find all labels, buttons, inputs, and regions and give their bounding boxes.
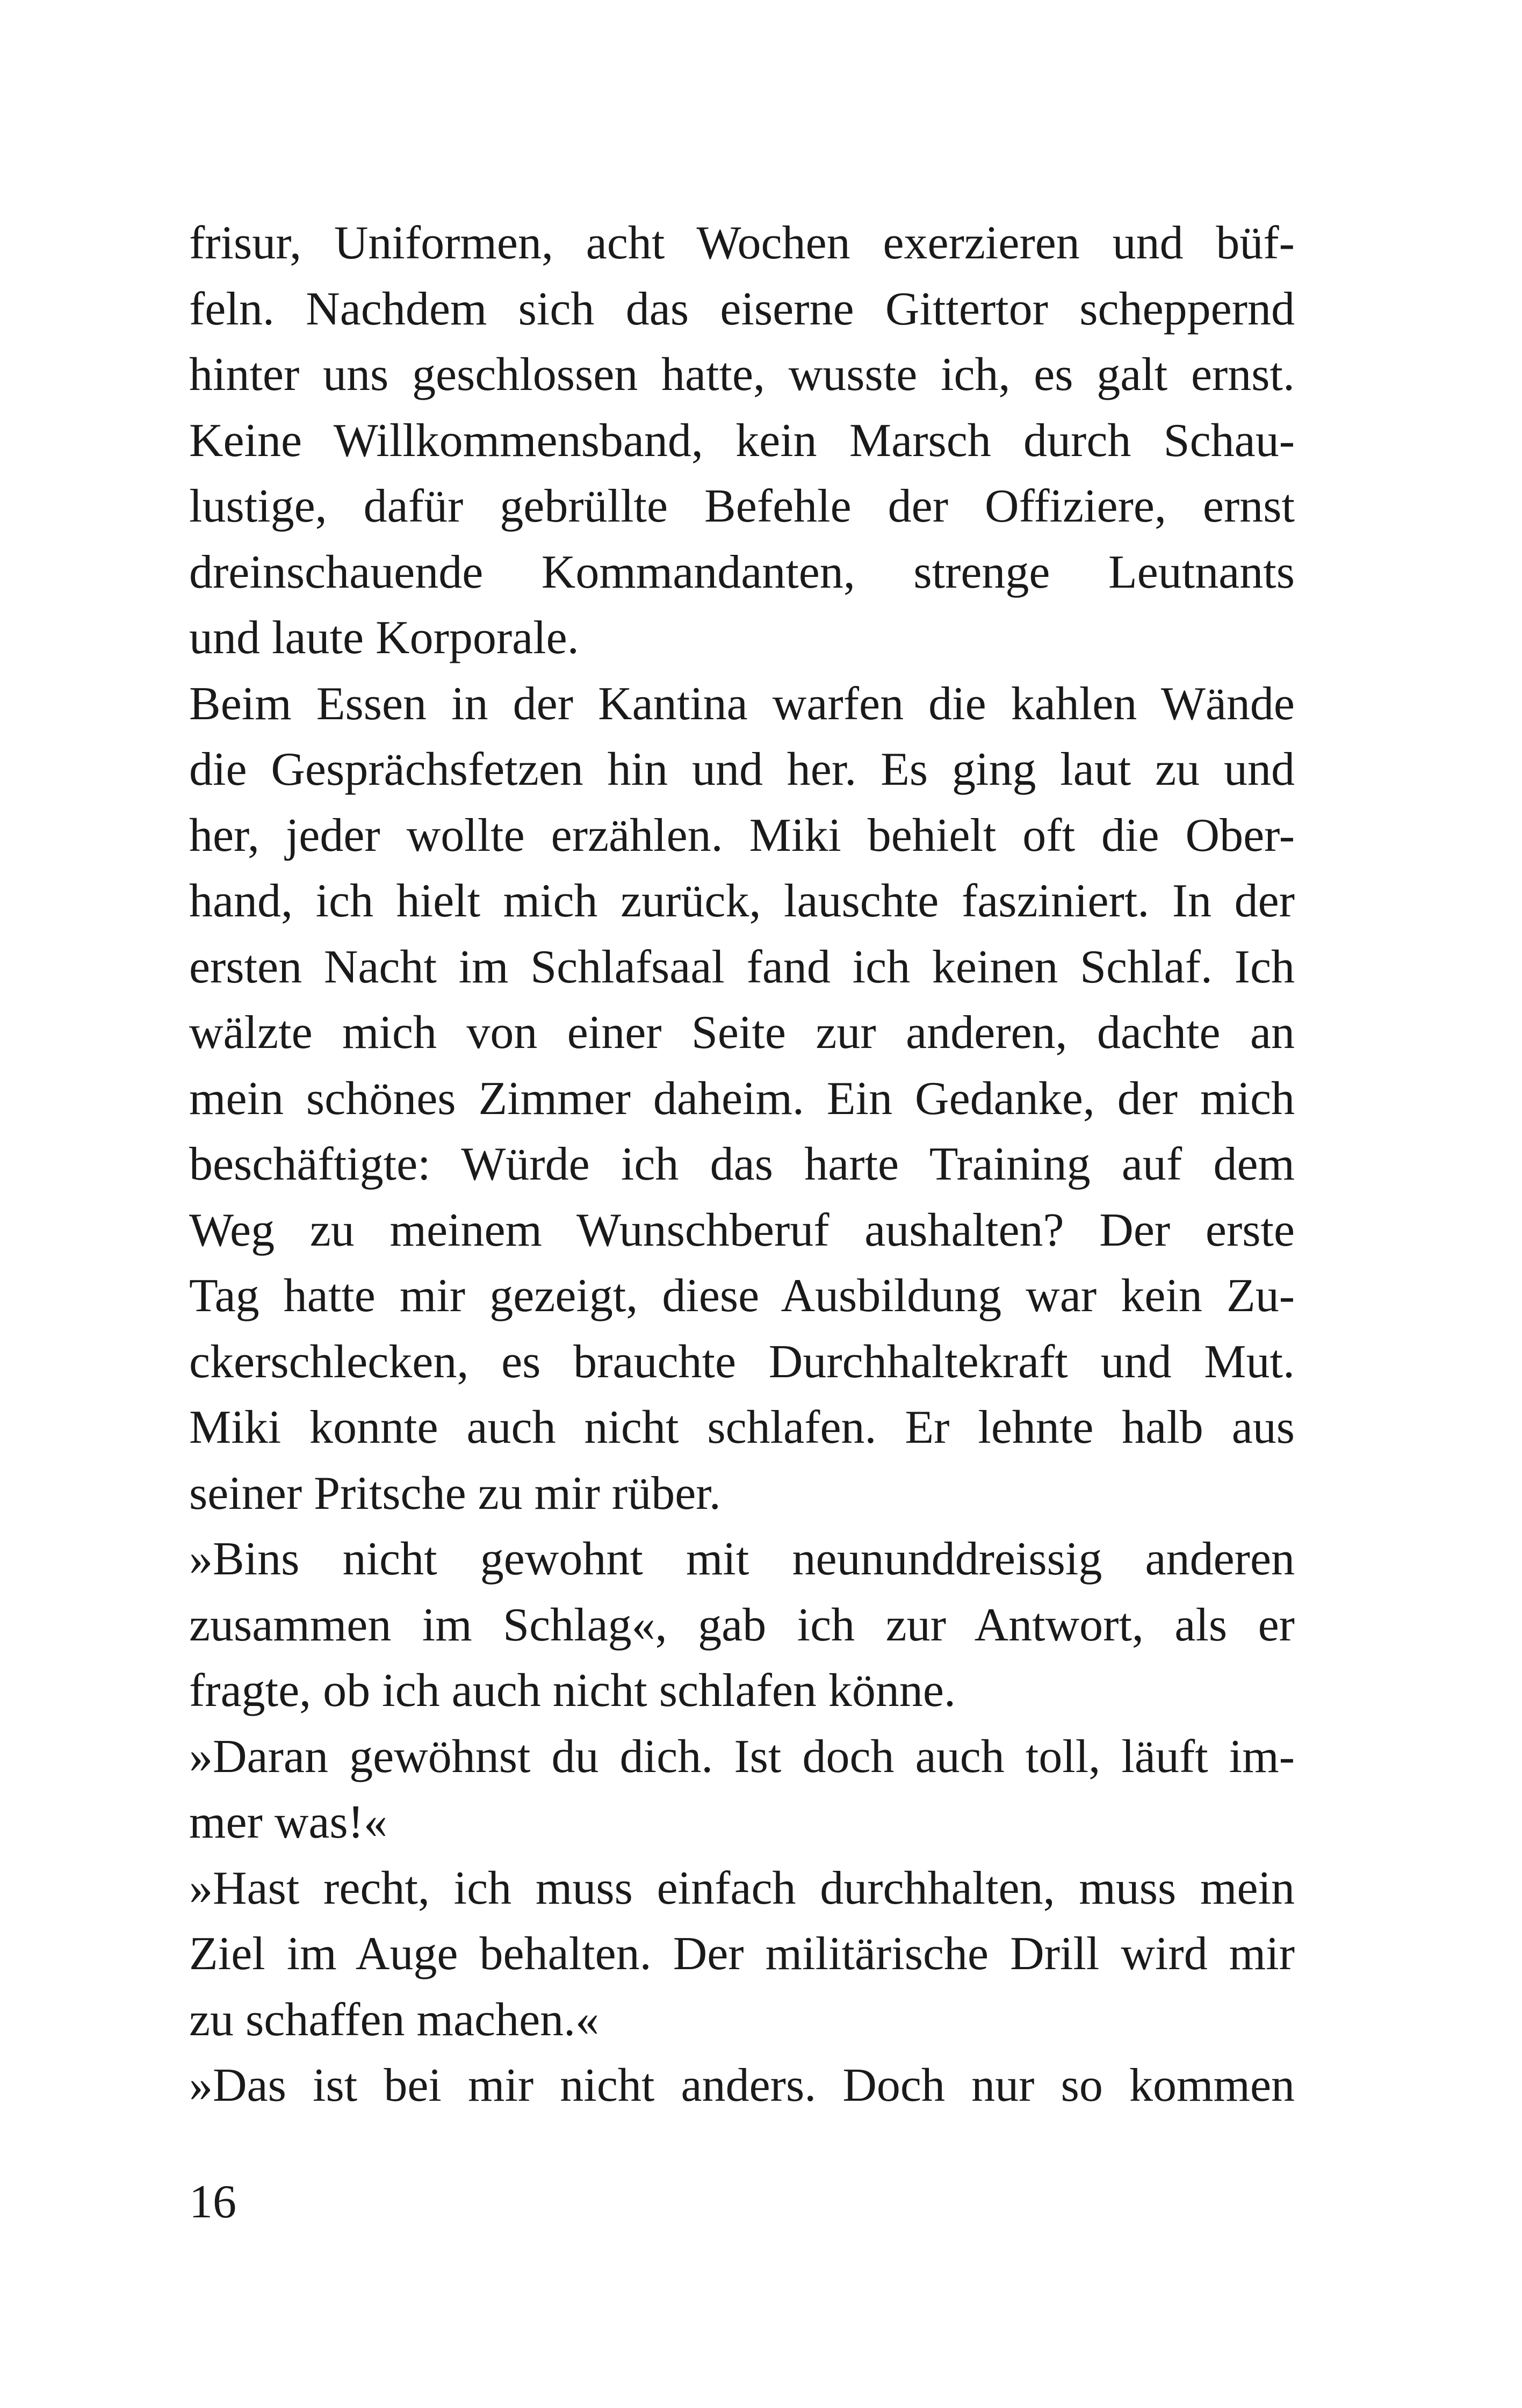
text-line: Beim Essen in der Kantina warfen die kahlen Wände — [189, 677, 1295, 730]
text-line: frisur, Uniformen, acht Wochen exerzieren und büf- — [189, 217, 1295, 269]
text-line: beschäftigte: Würde ich das harte Training auf dem — [189, 1138, 1295, 1190]
text-line: »Das ist bei mir nicht anders. Doch nur so kommen — [189, 2059, 1295, 2111]
text-line: »Hast recht, ich muss einfach durchhalten, muss mein — [189, 1862, 1295, 1914]
text-line: hand, ich hielt mich zurück, lauschte fasziniert. In der — [189, 875, 1295, 927]
text-line: ckerschlecken, es brauchte Durchhaltekraft und Mut. — [189, 1335, 1295, 1388]
text-line: dreinschauende Kommandanten, strenge Leutnants — [189, 546, 1295, 598]
text-line: zu schaffen machen.« — [189, 1993, 600, 2046]
text-line: Ziel im Auge behalten. Der militärische Drill wird mir — [189, 1928, 1295, 1980]
page-number: 16 — [189, 2176, 236, 2228]
text-line: mein schönes Zimmer daheim. Ein Gedanke, der mich — [189, 1072, 1295, 1125]
text-line: lustige, dafür gebrüllte Befehle der Offiziere, ernst — [189, 480, 1295, 532]
text-line: Miki konnte auch nicht schlafen. Er lehnte halb aus — [189, 1401, 1295, 1454]
text-line: die Gesprächsfetzen hin und her. Es ging laut zu und — [189, 743, 1295, 796]
text-line: seiner Pritsche zu mir rüber. — [189, 1467, 721, 1520]
body-text — [189, 211, 1295, 2119]
text-line: wälzte mich von einer Seite zur anderen, dachte an — [189, 1007, 1295, 1059]
text-line: Keine Willkommensband, kein Marsch durch Schau- — [189, 414, 1295, 467]
text-line: feln. Nachdem sich das eiserne Gittertor scheppernd — [189, 283, 1295, 335]
text-line: und laute Korporale. — [189, 612, 579, 664]
text-line: »Bins nicht gewohnt mit neununddreissig anderen — [189, 1533, 1295, 1585]
text-line: fragte, ob ich auch nicht schlafen könne. — [189, 1665, 956, 1717]
text-line: hinter uns geschlossen hatte, wusste ich, es galt ernst. — [189, 349, 1295, 401]
text-line: Tag hatte mir gezeigt, diese Ausbildung war kein Zu- — [189, 1270, 1295, 1322]
text-line: zusammen im Schlag«, gab ich zur Antwort, als er — [189, 1599, 1295, 1651]
text-line: mer was!« — [189, 1796, 387, 1848]
text-line: her, jeder wollte erzählen. Miki behielt oft die Ober- — [189, 809, 1295, 862]
text-line: ersten Nacht im Schlafsaal fand ich keinen Schlaf. Ich — [189, 941, 1295, 993]
text-line: »Daran gewöhnst du dich. Ist doch auch toll, läuft im- — [189, 1730, 1295, 1783]
text-line: Weg zu meinem Wunschberuf aushalten? Der erste — [189, 1204, 1295, 1256]
